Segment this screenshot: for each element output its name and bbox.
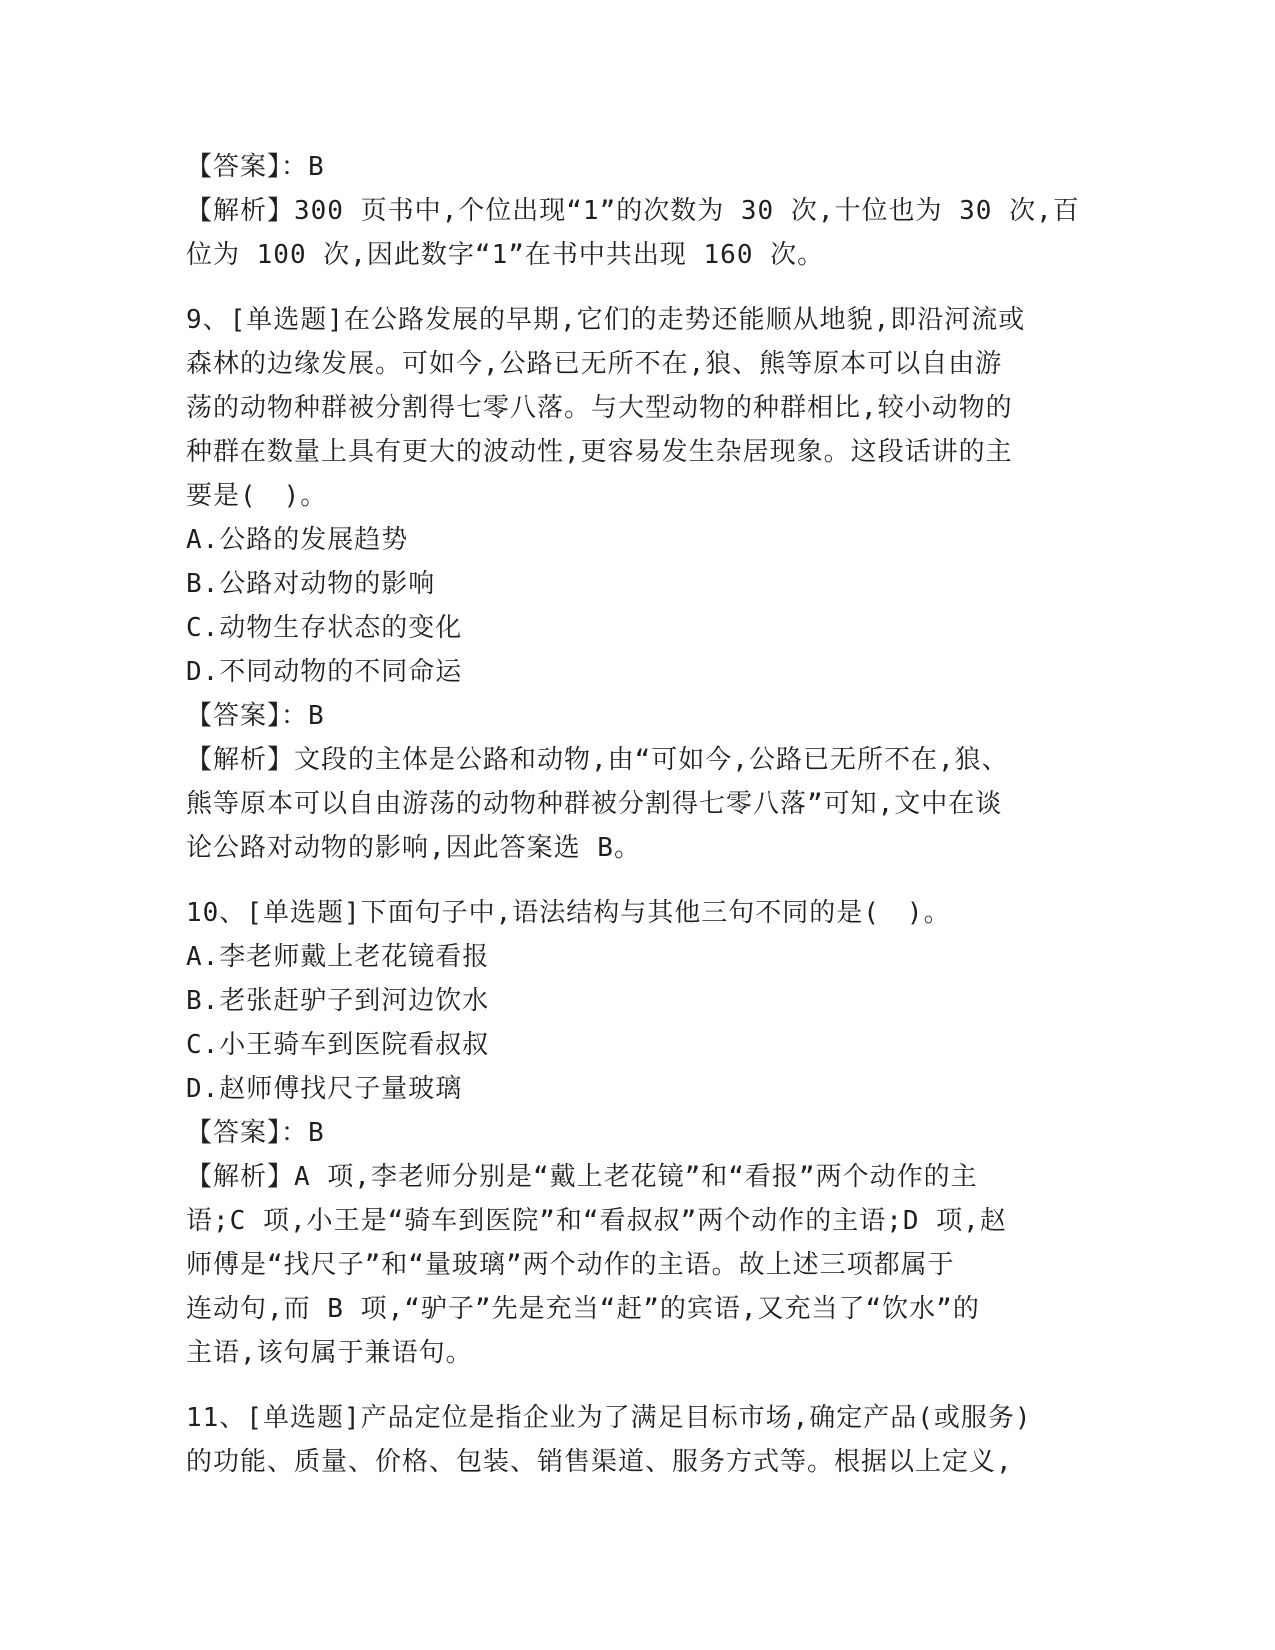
explanation-line: 主语,该句属于兼语句。: [186, 1338, 473, 1368]
option-b: B.公路对动物的影响: [186, 569, 436, 599]
option-b: B.老张赶驴子到河边饮水: [186, 986, 490, 1016]
question-10: [186, 891, 1066, 1375]
question-stem-line: 荡的动物种群被分割得七零八落。与大型动物的种群相比,较小动物的: [186, 393, 1013, 423]
option-d: D.不同动物的不同命运: [186, 657, 463, 687]
answer-line: 【答案】：B: [186, 701, 325, 731]
question-stem-line: 的功能、质量、价格、包装、销售渠道、服务方式等。根据以上定义,: [186, 1447, 1013, 1477]
option-a: A.公路的发展趋势: [186, 525, 409, 555]
explanation-line: 师傅是“找尺子”和“量玻璃”两个动作的主语。故上述三项都属于: [186, 1250, 955, 1280]
explanation-line: 论公路对动物的影响,因此答案选 B。: [186, 833, 641, 863]
question-stem-line: 11、[单选题]产品定位是指企业为了满足目标市场,确定产品(或服务): [186, 1403, 1032, 1433]
answer-line: 【答案】：B: [186, 152, 325, 182]
explanation-line: 【解析】300 页书中,个位出现“1”的次数为 30 次,十位也为 30 次,百: [186, 196, 1080, 226]
option-c: C.小王骑车到医院看叔叔: [186, 1030, 490, 1060]
explanation-line: 连动句,而 B 项,“驴子”先是充当“赶”的宾语,又充当了“饮水”的: [186, 1294, 980, 1324]
question-stem-line: 种群在数量上具有更大的波动性,更容易发生杂居现象。这段话讲的主: [186, 437, 1013, 467]
explanation-line: 【解析】文段的主体是公路和动物,由“可如今,公路已无所不在,狼、: [186, 745, 1009, 775]
option-a: A.李老师戴上老花镜看报: [186, 942, 490, 972]
question-11: [186, 1396, 1066, 1484]
question-stem-line: 9、[单选题]在公路发展的早期,它们的走势还能顺从地貌,即沿河流或: [186, 305, 1026, 335]
explanation-line: 位为 100 次,因此数字“1”在书中共出现 160 次。: [186, 240, 825, 270]
option-c: C.动物生存状态的变化: [186, 613, 463, 643]
question-9: [186, 298, 1066, 870]
option-d: D.赵师傅找尺子量玻璃: [186, 1074, 463, 1104]
explanation-line: 语;C 项,小王是“骑车到医院”和“看叔叔”两个动作的主语;D 项,赵: [186, 1206, 1007, 1236]
question-stem-line: 10、[单选题]下面句子中,语法结构与其他三句不同的是( )。: [186, 898, 951, 928]
block1: [186, 145, 1080, 277]
explanation-line: 熊等原本可以自由游荡的动物种群被分割得七零八落”可知,文中在谈: [186, 789, 1003, 819]
question-stem-line: 要是( )。: [186, 481, 328, 511]
question-stem-line: 森林的边缘发展。可如今,公路已无所不在,狼、熊等原本可以自由游: [186, 349, 1003, 379]
answer-line: 【答案】：B: [186, 1118, 325, 1148]
document-page: [186, 145, 1080, 1484]
explanation-line: 【解析】A 项,李老师分别是“戴上老花镜”和“看报”两个动作的主: [186, 1162, 978, 1192]
